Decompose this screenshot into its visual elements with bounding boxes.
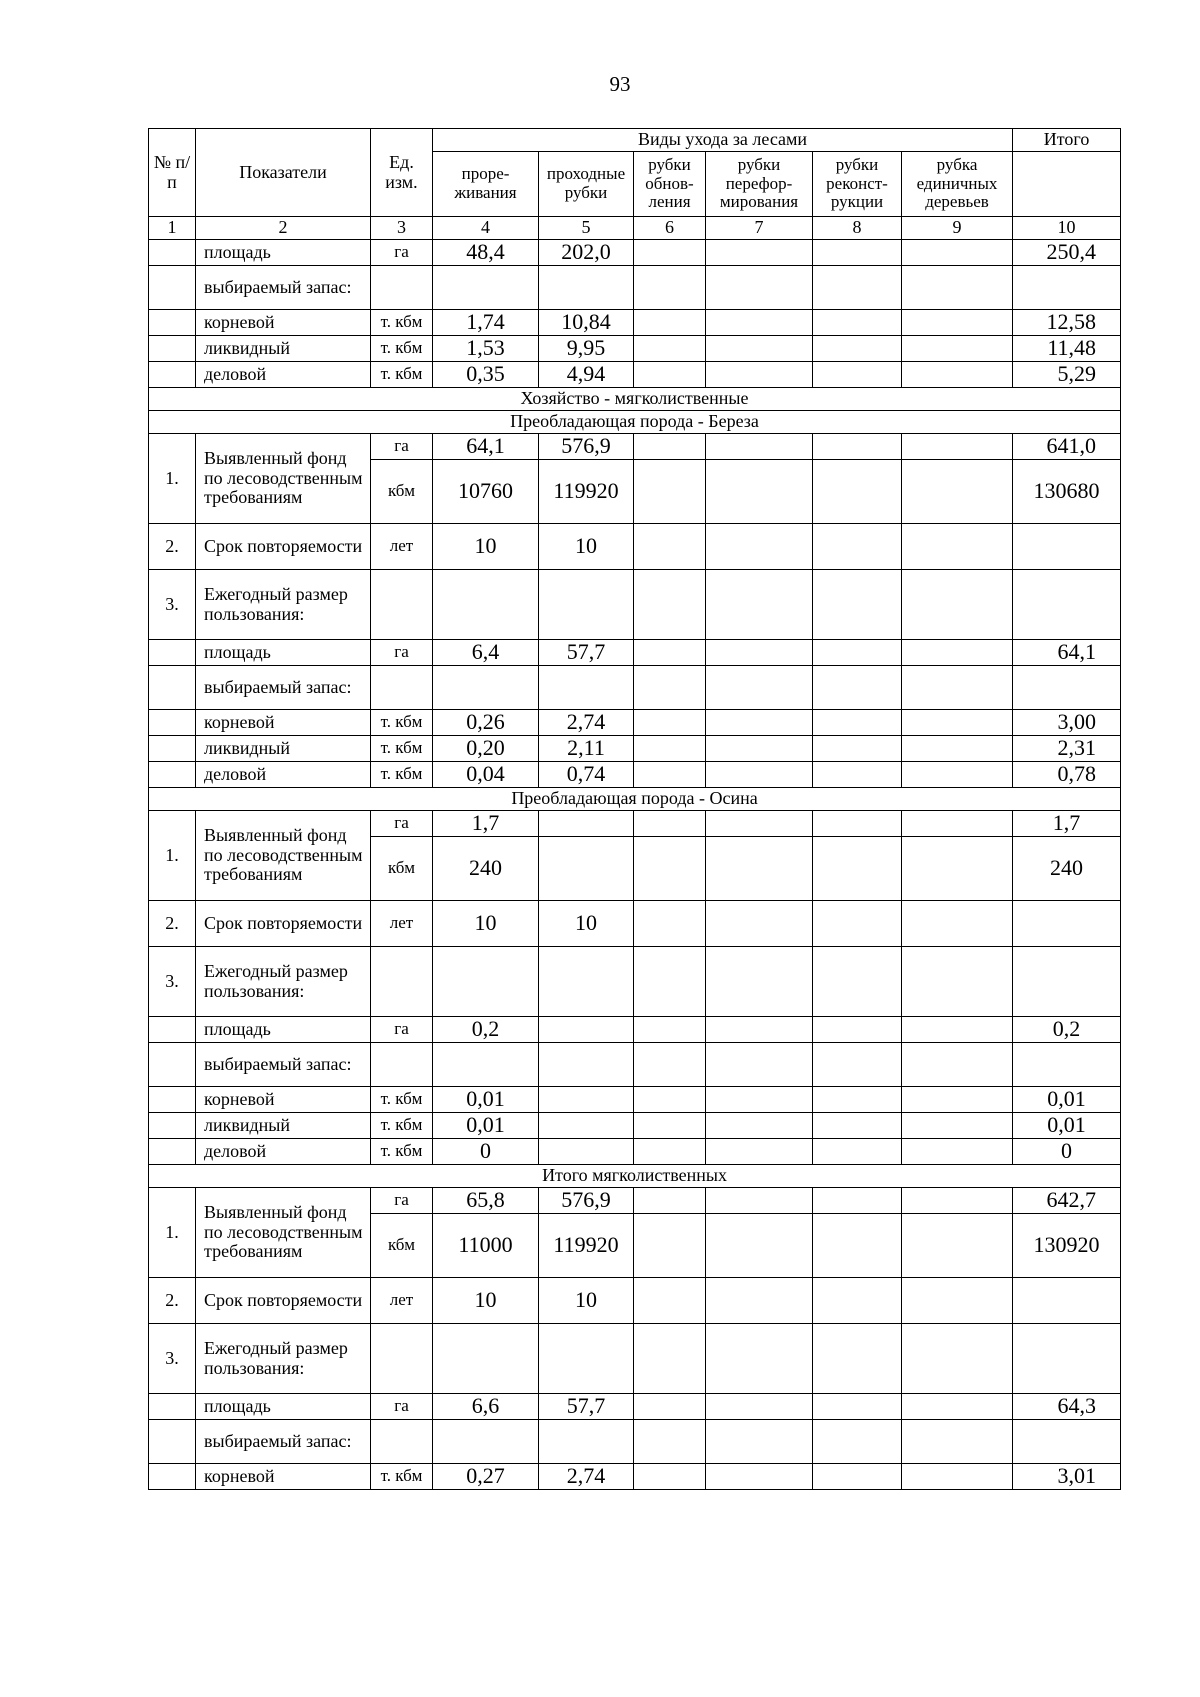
row-number: 3. bbox=[149, 1324, 196, 1394]
table-row bbox=[149, 811, 1121, 837]
indicator-label: Срок повторяемости bbox=[196, 524, 371, 570]
value-cell: 0,20 bbox=[433, 736, 539, 762]
value-cell: 4,94 bbox=[539, 362, 634, 388]
table-row bbox=[149, 736, 1121, 762]
table-row bbox=[149, 1017, 1121, 1043]
indicator-label: площадь bbox=[196, 640, 371, 666]
header-row-1 bbox=[149, 129, 1121, 152]
total-cell: 3,00 bbox=[1013, 710, 1121, 736]
header-type-reconstruction: рубки реконст-рукции bbox=[813, 152, 902, 217]
unit-cell: т. кбм bbox=[371, 336, 433, 362]
header-col-total: Итого bbox=[1013, 129, 1121, 152]
value-cell: 240 bbox=[433, 837, 539, 901]
total-cell: 250,4 bbox=[1013, 240, 1121, 266]
col-number: 4 bbox=[433, 217, 539, 240]
value-cell: 10 bbox=[433, 901, 539, 947]
indicator-label: площадь bbox=[196, 240, 371, 266]
total-cell: 130680 bbox=[1013, 460, 1121, 524]
total-cell: 641,0 bbox=[1013, 434, 1121, 460]
indicator-label: деловой bbox=[196, 362, 371, 388]
unit-cell: га bbox=[371, 1188, 433, 1214]
total-cell: 240 bbox=[1013, 837, 1121, 901]
col-number: 5 bbox=[539, 217, 634, 240]
value-cell: 576,9 bbox=[539, 434, 634, 460]
header-type-passing: проходные рубки bbox=[539, 152, 634, 217]
unit-cell: кбм bbox=[371, 460, 433, 524]
value-cell: 48,4 bbox=[433, 240, 539, 266]
total-cell: 5,29 bbox=[1013, 362, 1121, 388]
table-row bbox=[149, 434, 1121, 460]
table-row bbox=[149, 266, 1121, 310]
unit-cell: лет bbox=[371, 1278, 433, 1324]
value-cell: 2,74 bbox=[539, 710, 634, 736]
table-row bbox=[149, 362, 1121, 388]
total-cell: 0,2 bbox=[1013, 1017, 1121, 1043]
indicator-label: ликвидный bbox=[196, 736, 371, 762]
row-number: 2. bbox=[149, 1278, 196, 1324]
value-cell: 57,7 bbox=[539, 640, 634, 666]
table-row bbox=[149, 1420, 1121, 1464]
indicator-label: площадь bbox=[196, 1394, 371, 1420]
total-cell: 0,78 bbox=[1013, 762, 1121, 788]
indicator-label: площадь bbox=[196, 1017, 371, 1043]
header-type-single-trees: рубка единичных деревьев bbox=[902, 152, 1013, 217]
header-total-empty bbox=[1013, 152, 1121, 217]
table-row bbox=[149, 1324, 1121, 1394]
row-number: 3. bbox=[149, 570, 196, 640]
table-row bbox=[149, 1043, 1121, 1087]
col-number: 2 bbox=[196, 217, 371, 240]
indicator-label: выбираемый запас: bbox=[196, 666, 371, 710]
total-cell: 0,01 bbox=[1013, 1087, 1121, 1113]
table-row bbox=[149, 1188, 1121, 1214]
value-cell: 119920 bbox=[539, 460, 634, 524]
header-col-unit: Ед. изм. bbox=[371, 129, 433, 217]
table-row bbox=[149, 570, 1121, 640]
table-row bbox=[149, 901, 1121, 947]
indicator-label: корневой bbox=[196, 310, 371, 336]
indicator-label: корневой bbox=[196, 1464, 371, 1490]
value-cell: 1,53 bbox=[433, 336, 539, 362]
total-cell: 0,01 bbox=[1013, 1113, 1121, 1139]
section-row bbox=[149, 788, 1121, 811]
value-cell: 10 bbox=[539, 524, 634, 570]
unit-cell: т. кбм bbox=[371, 1087, 433, 1113]
unit-cell: т. кбм bbox=[371, 762, 433, 788]
value-cell: 57,7 bbox=[539, 1394, 634, 1420]
value-cell: 0,04 bbox=[433, 762, 539, 788]
unit-cell: т. кбм bbox=[371, 1464, 433, 1490]
unit-cell: га bbox=[371, 240, 433, 266]
value-cell: 1,74 bbox=[433, 310, 539, 336]
indicator-label: Ежегодный размер пользования: bbox=[196, 570, 371, 640]
table-row bbox=[149, 1113, 1121, 1139]
total-cell: 130920 bbox=[1013, 1214, 1121, 1278]
value-cell: 202,0 bbox=[539, 240, 634, 266]
row-number: 1. bbox=[149, 434, 196, 524]
table-row bbox=[149, 1087, 1121, 1113]
indicator-label: Выявленный фонд по лесоводственным требованиям bbox=[196, 434, 371, 524]
value-cell: 0,35 bbox=[433, 362, 539, 388]
section-title: Преобладающая порода - Береза bbox=[149, 411, 1121, 434]
header-col-no: № п/п bbox=[149, 129, 196, 217]
value-cell: 0,74 bbox=[539, 762, 634, 788]
table-row bbox=[149, 1394, 1121, 1420]
table-row bbox=[149, 240, 1121, 266]
value-cell: 6,4 bbox=[433, 640, 539, 666]
value-cell: 11000 bbox=[433, 1214, 539, 1278]
value-cell: 9,95 bbox=[539, 336, 634, 362]
page-number: 93 bbox=[609, 72, 631, 96]
value-cell: 64,1 bbox=[433, 434, 539, 460]
header-type-renewal: рубки обнов-ления bbox=[634, 152, 706, 217]
indicator-label: корневой bbox=[196, 1087, 371, 1113]
indicator-label: Срок повторяемости bbox=[196, 1278, 371, 1324]
section-title: Итого мягколиственных bbox=[149, 1165, 1121, 1188]
col-number: 3 bbox=[371, 217, 433, 240]
table-row bbox=[149, 762, 1121, 788]
table-row bbox=[149, 1464, 1121, 1490]
col-number: 8 bbox=[813, 217, 902, 240]
value-cell: 0,2 bbox=[433, 1017, 539, 1043]
total-cell: 0 bbox=[1013, 1139, 1121, 1165]
value-cell: 0,26 bbox=[433, 710, 539, 736]
value-cell: 10 bbox=[539, 1278, 634, 1324]
unit-cell: га bbox=[371, 811, 433, 837]
total-cell: 1,7 bbox=[1013, 811, 1121, 837]
col-number: 6 bbox=[634, 217, 706, 240]
total-cell: 64,3 bbox=[1013, 1394, 1121, 1420]
table-row bbox=[149, 947, 1121, 1017]
total-cell: 2,31 bbox=[1013, 736, 1121, 762]
value-cell: 0,01 bbox=[433, 1113, 539, 1139]
row-number: 2. bbox=[149, 524, 196, 570]
value-cell: 0,01 bbox=[433, 1087, 539, 1113]
table-row bbox=[149, 524, 1121, 570]
section-title: Преобладающая порода - Осина bbox=[149, 788, 1121, 811]
indicator-label: Выявленный фонд по лесоводственным требованиям bbox=[196, 1188, 371, 1278]
unit-cell: га bbox=[371, 1394, 433, 1420]
unit-cell: т. кбм bbox=[371, 710, 433, 736]
value-cell: 10 bbox=[433, 1278, 539, 1324]
total-cell: 12,58 bbox=[1013, 310, 1121, 336]
indicator-label: деловой bbox=[196, 1139, 371, 1165]
table-row bbox=[149, 310, 1121, 336]
total-cell: 11,48 bbox=[1013, 336, 1121, 362]
value-cell: 10760 bbox=[433, 460, 539, 524]
unit-cell: кбм bbox=[371, 837, 433, 901]
row-number: 2. bbox=[149, 901, 196, 947]
indicator-label: Ежегодный размер пользования: bbox=[196, 1324, 371, 1394]
value-cell: 6,6 bbox=[433, 1394, 539, 1420]
indicator-label: выбираемый запас: bbox=[196, 266, 371, 310]
value-cell: 10 bbox=[539, 901, 634, 947]
value-cell: 0 bbox=[433, 1139, 539, 1165]
value-cell: 65,8 bbox=[433, 1188, 539, 1214]
header-type-reforming: рубки перефор-мирования bbox=[706, 152, 813, 217]
header-type-thinning: проре-живания bbox=[433, 152, 539, 217]
indicator-label: ликвидный bbox=[196, 1113, 371, 1139]
unit-cell: кбм bbox=[371, 1214, 433, 1278]
value-cell: 1,7 bbox=[433, 811, 539, 837]
indicator-label: выбираемый запас: bbox=[196, 1420, 371, 1464]
col-number: 10 bbox=[1013, 217, 1121, 240]
section-title: Хозяйство - мягколиственные bbox=[149, 388, 1121, 411]
header-col-indicator: Показатели bbox=[196, 129, 371, 217]
indicator-label: Выявленный фонд по лесоводственным требованиям bbox=[196, 811, 371, 901]
unit-cell: т. кбм bbox=[371, 1113, 433, 1139]
indicator-label: Ежегодный размер пользования: bbox=[196, 947, 371, 1017]
indicator-label: деловой bbox=[196, 762, 371, 788]
unit-cell: га bbox=[371, 640, 433, 666]
row-number: 1. bbox=[149, 1188, 196, 1278]
total-cell: 642,7 bbox=[1013, 1188, 1121, 1214]
col-number: 9 bbox=[902, 217, 1013, 240]
unit-cell: лет bbox=[371, 524, 433, 570]
table-row bbox=[149, 710, 1121, 736]
row-number: 3. bbox=[149, 947, 196, 1017]
header-group-title: Виды ухода за лесами bbox=[433, 129, 1013, 152]
unit-cell: т. кбм bbox=[371, 1139, 433, 1165]
col-number: 7 bbox=[706, 217, 813, 240]
table-row bbox=[149, 1139, 1121, 1165]
indicator-label: корневой bbox=[196, 710, 371, 736]
section-row bbox=[149, 388, 1121, 411]
header-numbers-row bbox=[149, 217, 1121, 240]
value-cell: 10 bbox=[433, 524, 539, 570]
table-row bbox=[149, 1278, 1121, 1324]
total-cell: 64,1 bbox=[1013, 640, 1121, 666]
indicator-label: ликвидный bbox=[196, 336, 371, 362]
forest-care-table bbox=[148, 128, 1121, 1490]
row-number: 1. bbox=[149, 811, 196, 901]
section-row bbox=[149, 411, 1121, 434]
unit-cell: т. кбм bbox=[371, 736, 433, 762]
value-cell: 119920 bbox=[539, 1214, 634, 1278]
indicator-label: выбираемый запас: bbox=[196, 1043, 371, 1087]
value-cell: 2,11 bbox=[539, 736, 634, 762]
total-cell: 3,01 bbox=[1013, 1464, 1121, 1490]
value-cell: 10,84 bbox=[539, 310, 634, 336]
table-row bbox=[149, 640, 1121, 666]
col-number: 1 bbox=[149, 217, 196, 240]
unit-cell: га bbox=[371, 1017, 433, 1043]
table-row bbox=[149, 336, 1121, 362]
value-cell: 576,9 bbox=[539, 1188, 634, 1214]
unit-cell: т. кбм bbox=[371, 362, 433, 388]
unit-cell: т. кбм bbox=[371, 310, 433, 336]
unit-cell: га bbox=[371, 434, 433, 460]
value-cell: 2,74 bbox=[539, 1464, 634, 1490]
indicator-label: Срок повторяемости bbox=[196, 901, 371, 947]
table-row bbox=[149, 666, 1121, 710]
value-cell: 0,27 bbox=[433, 1464, 539, 1490]
unit-cell: лет bbox=[371, 901, 433, 947]
section-row bbox=[149, 1165, 1121, 1188]
